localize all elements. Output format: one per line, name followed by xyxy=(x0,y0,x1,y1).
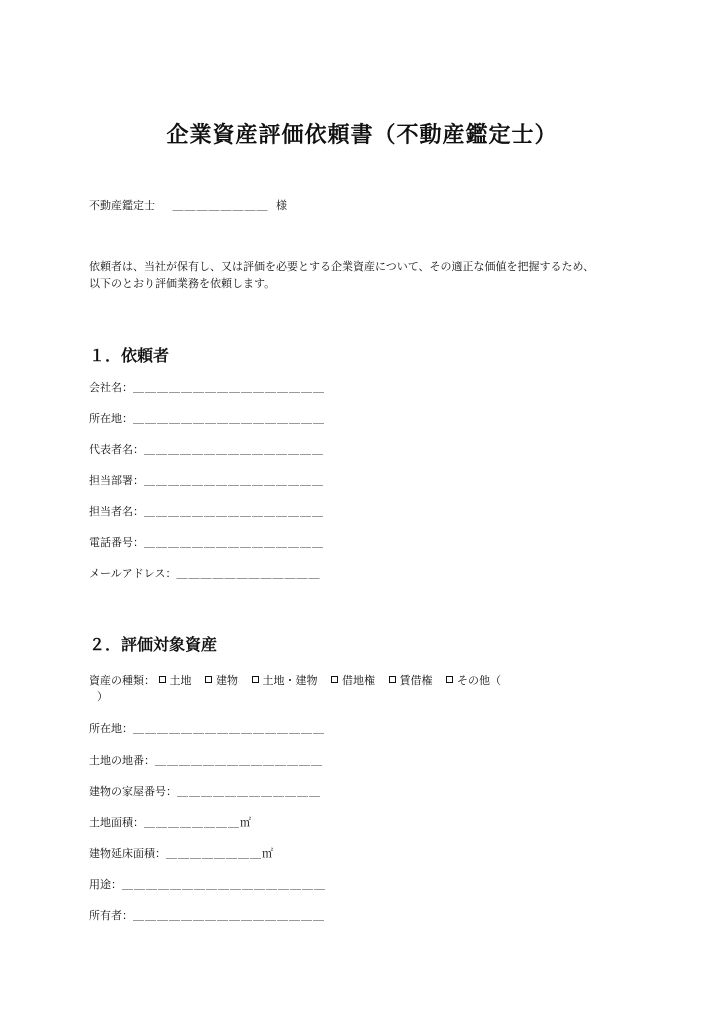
addressee-line xyxy=(89,199,287,213)
field-label: 用途： xyxy=(89,878,122,891)
field-blank[interactable]: ＿＿＿＿＿＿＿＿＿＿＿＿＿＿＿ xyxy=(144,443,324,456)
field-blank[interactable]: ＿＿＿＿＿＿＿＿＿＿＿＿＿＿ xyxy=(155,754,323,767)
addressee-blank[interactable]: ＿＿＿＿＿＿＿＿ xyxy=(172,199,269,212)
field-label: 所在地： xyxy=(89,412,133,425)
field-blank[interactable]: ＿＿＿＿＿＿＿＿＿＿＿＿＿＿＿＿＿ xyxy=(122,878,326,891)
section-1-heading: １．依頼者 xyxy=(89,346,170,365)
addressee-suffix: 様 xyxy=(276,199,287,212)
field-label: 会社名： xyxy=(89,381,133,394)
field-unit: ㎡ xyxy=(262,847,273,860)
field-blank[interactable]: ＿＿＿＿＿＿＿＿＿＿＿＿＿＿＿ xyxy=(144,536,324,549)
asset-option-leasehold[interactable]: 借地権 xyxy=(331,674,375,687)
field-use xyxy=(89,878,326,892)
section-2-heading: ２．評価対象資産 xyxy=(89,635,218,654)
field-label: メールアドレス： xyxy=(89,567,177,580)
asset-option-land-building[interactable]: 土地・建物 xyxy=(252,674,318,687)
field-lot-number xyxy=(89,754,323,768)
field-floor-area xyxy=(89,847,273,861)
intro-paragraph xyxy=(89,258,649,292)
asset-type-label: 資産の種類： xyxy=(89,674,155,687)
field-blank[interactable]: ＿＿＿＿＿＿＿＿＿＿＿＿＿＿＿＿ xyxy=(133,909,325,922)
field-label: 代表者名： xyxy=(89,443,144,456)
asset-option-land[interactable]: 土地 xyxy=(159,674,192,687)
field-blank[interactable]: ＿＿＿＿＿＿＿＿＿＿＿＿＿＿＿ xyxy=(144,474,324,487)
field-label: 土地の地番： xyxy=(89,754,155,767)
field-blank[interactable]: ＿＿＿＿＿＿＿＿＿＿＿＿ xyxy=(176,567,321,580)
field-blank[interactable]: ＿＿＿＿＿＿＿＿＿＿＿＿＿＿＿＿ xyxy=(133,722,325,735)
field-label: 担当者名： xyxy=(89,505,144,518)
field-blank[interactable]: ＿＿＿＿＿＿＿＿ xyxy=(166,847,262,860)
field-contact-person xyxy=(89,505,324,519)
field-email xyxy=(89,567,320,581)
field-department xyxy=(89,474,324,488)
field-owner xyxy=(89,909,325,923)
field-blank[interactable]: ＿＿＿＿＿＿＿＿＿＿＿＿＿＿＿＿ xyxy=(133,412,325,425)
field-label: 建物の家屋番号： xyxy=(89,785,177,798)
intro-line-1: 依頼者は、当社が保有し、又は評価を必要とする企業資産について、その適正な価値を把握するため、 xyxy=(89,260,595,273)
asset-type-close-paren: ） xyxy=(97,690,108,703)
field-asset-address xyxy=(89,722,325,736)
field-address xyxy=(89,412,325,426)
asset-type-row xyxy=(89,674,511,688)
field-blank[interactable]: ＿＿＿＿＿＿＿＿＿＿＿＿ xyxy=(177,785,321,798)
addressee-label: 不動産鑑定士 xyxy=(89,199,155,212)
field-representative xyxy=(89,443,324,457)
checkbox[interactable] xyxy=(331,676,338,683)
checkbox[interactable] xyxy=(389,676,396,683)
field-label: 担当部署： xyxy=(89,474,144,487)
field-house-number xyxy=(89,785,321,799)
field-label: 土地面積： xyxy=(89,816,144,829)
field-label: 電話番号： xyxy=(89,536,144,549)
checkbox[interactable] xyxy=(252,676,259,683)
asset-option-lease-right[interactable]: 賃借権 xyxy=(389,674,433,687)
checkbox[interactable] xyxy=(159,676,166,683)
asset-option-building[interactable]: 建物 xyxy=(205,674,238,687)
document-title: 企業資産評価依頼書（不動産鑑定士） xyxy=(166,123,558,148)
intro-line-2: 以下のとおり評価業務を依頼します。 xyxy=(89,277,276,290)
checkbox[interactable] xyxy=(205,676,212,683)
field-label: 所在地： xyxy=(89,722,133,735)
field-company-name xyxy=(89,381,325,395)
field-blank[interactable]: ＿＿＿＿＿＿＿＿＿＿＿＿＿＿＿＿ xyxy=(133,381,325,394)
field-blank[interactable]: ＿＿＿＿＿＿＿＿＿＿＿＿＿＿＿ xyxy=(144,505,324,518)
field-land-area xyxy=(89,816,251,830)
asset-option-other[interactable]: その他（ xyxy=(446,674,501,687)
checkbox[interactable] xyxy=(446,676,453,683)
field-unit: ㎡ xyxy=(240,816,251,829)
field-label: 建物延床面積： xyxy=(89,847,166,860)
field-label: 所有者： xyxy=(89,909,133,922)
field-blank[interactable]: ＿＿＿＿＿＿＿＿ xyxy=(144,816,240,829)
field-phone xyxy=(89,536,324,550)
